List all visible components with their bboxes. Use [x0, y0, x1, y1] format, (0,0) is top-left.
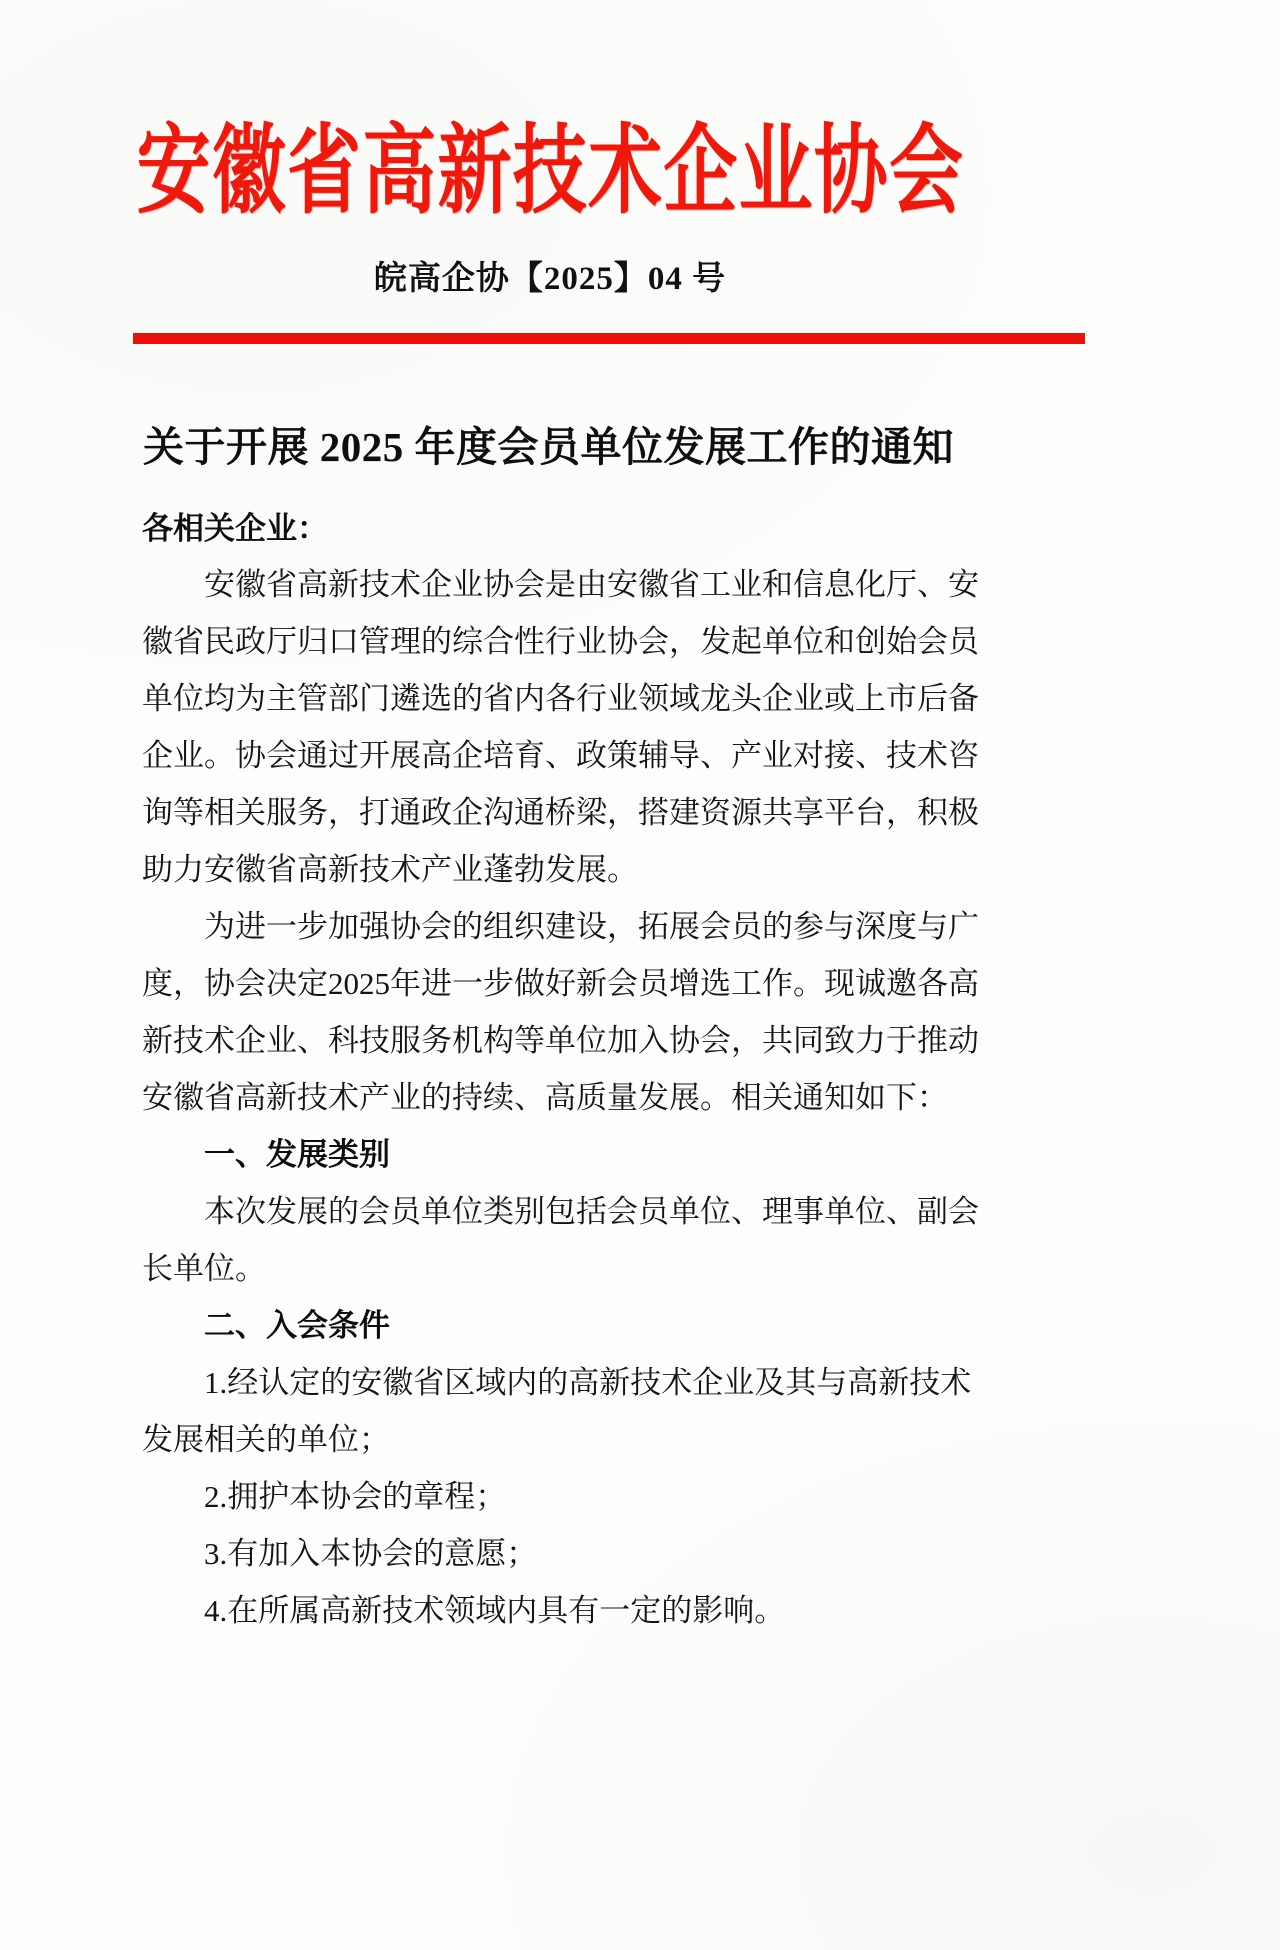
association-header	[0, 116, 1100, 228]
body-line: 本次发展的会员单位类别包括会员单位、理事单位、副会	[204, 1193, 979, 1229]
body-line: 安徽省高新技术产业的持续、高质量发展。相关通知如下：	[142, 1079, 948, 1115]
body-line: 度，协会决定2025年进一步做好新会员增选工作。现诚邀各高	[142, 965, 979, 1001]
salutation: 各相关企业：	[142, 510, 328, 546]
notice-body	[142, 556, 1022, 1639]
association-name: 安徽省高新技术企业协会	[136, 118, 964, 225]
body-line: 新技术企业、科技服务机构等单位加入协会，共同致力于推动	[142, 1022, 979, 1058]
body-line: 为进一步加强协会的组织建设，拓展会员的参与深度与广	[204, 908, 979, 944]
document-number: 皖高企协【2025】04 号	[373, 260, 727, 297]
document-page	[0, 116, 1280, 1950]
body-line: 徽省民政厅归口管理的综合性行业协会，发起单位和创始会员	[142, 623, 979, 659]
condition-item-2: 2.拥护本协会的章程；	[204, 1478, 507, 1514]
body-line: 询等相关服务，打通政企沟通桥梁，搭建资源共享平台，积极	[142, 794, 979, 830]
section-heading-membership-conditions: 二、入会条件	[204, 1307, 390, 1343]
body-line: 长单位。	[142, 1250, 266, 1286]
body-line: 企业。协会通过开展高企培育、政策辅导、产业对接、技术咨	[142, 737, 979, 773]
condition-item-3: 3.有加入本协会的意愿；	[204, 1535, 538, 1571]
section-heading-development-categories: 一、发展类别	[204, 1136, 390, 1172]
condition-item-4: 4.在所属高新技术领域内具有一定的影响。	[204, 1592, 786, 1628]
condition-item-1-continued: 发展相关的单位；	[142, 1421, 390, 1457]
notice-title: 关于开展 2025 年度会员单位发展工作的通知	[143, 423, 954, 470]
red-divider-rule	[133, 333, 1085, 344]
body-line: 助力安徽省高新技术产业蓬勃发展。	[142, 851, 638, 887]
body-line: 单位均为主管部门遴选的省内各行业领域龙头企业或上市后备	[142, 680, 979, 716]
condition-item-1: 1.经认定的安徽省区域内的高新技术企业及其与高新技术	[204, 1364, 972, 1400]
body-line: 安徽省高新技术企业协会是由安徽省工业和信息化厅、安	[204, 566, 979, 602]
